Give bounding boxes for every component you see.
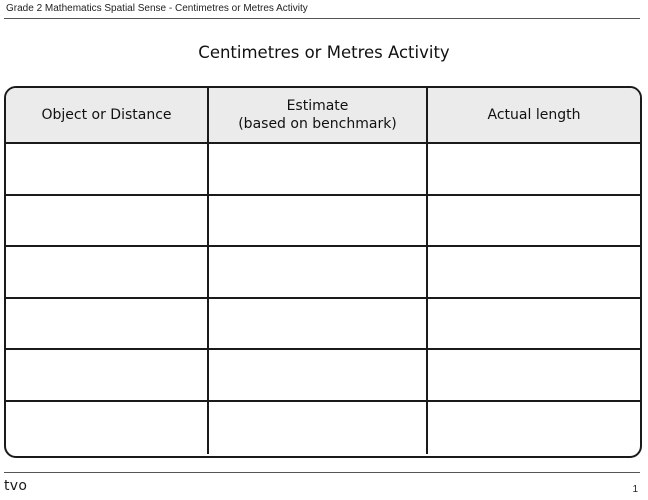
table-row [6,299,640,351]
object-cell[interactable] [6,350,209,400]
header-divider [4,18,640,19]
object-cell[interactable] [6,196,209,246]
tvo-logo: tvo [4,478,28,494]
footer-divider [4,472,640,473]
table-row [6,247,640,299]
actual-cell[interactable] [428,247,640,297]
estimate-cell[interactable] [209,247,428,297]
column-header-object-label: Object or Distance [41,107,172,123]
estimate-cell[interactable] [209,196,428,246]
estimate-cell[interactable] [209,350,428,400]
column-header-actual [428,88,640,142]
estimate-cell[interactable] [209,144,428,194]
table-header-row [6,88,640,144]
table-row [6,196,640,248]
estimate-cell[interactable] [209,402,428,454]
actual-cell[interactable] [428,350,640,400]
page-title: Centimetres or Metres Activity [198,43,450,62]
column-header-estimate [209,88,428,142]
estimate-cell[interactable] [209,299,428,349]
activity-table [4,86,642,458]
table-row [6,144,640,196]
column-header-object [6,88,209,142]
object-cell[interactable] [6,247,209,297]
column-header-estimate-label: Estimate [286,98,349,114]
column-header-estimate-sublabel: (based on benchmark) [238,116,397,132]
table-row [6,350,640,402]
actual-cell[interactable] [428,144,640,194]
actual-cell[interactable] [428,299,640,349]
object-cell[interactable] [6,299,209,349]
document-header: Grade 2 Mathematics Spatial Sense - Centimetres or Metres Activity [6,3,308,14]
table-row [6,402,640,454]
actual-cell[interactable] [428,402,640,454]
page-number: 1 [632,484,638,495]
object-cell[interactable] [6,402,209,454]
actual-cell[interactable] [428,196,640,246]
column-header-actual-label: Actual length [487,107,581,123]
object-cell[interactable] [6,144,209,194]
